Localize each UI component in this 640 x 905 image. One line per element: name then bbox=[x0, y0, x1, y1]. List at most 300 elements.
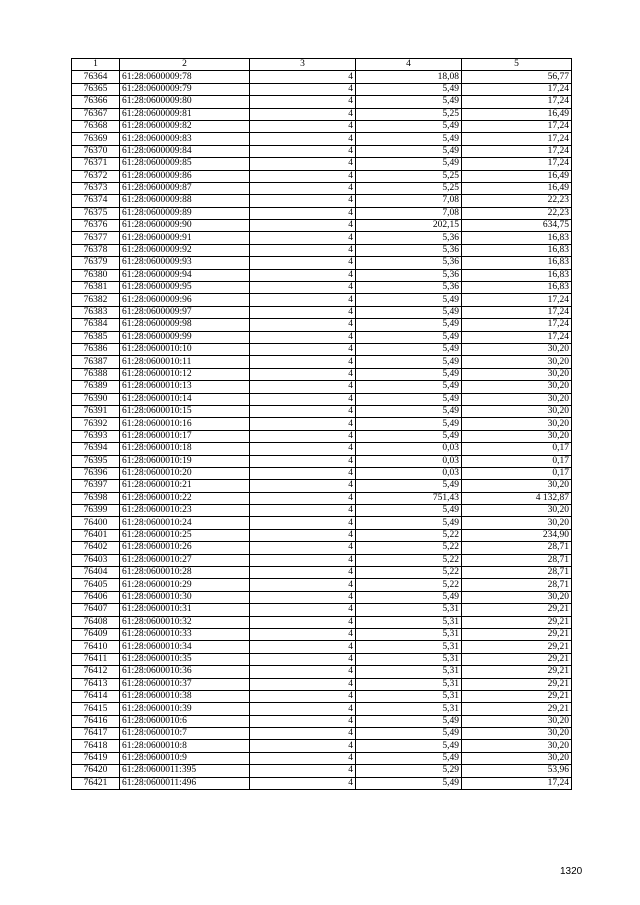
table-cell-col-2: 61:28:0600010:27 bbox=[120, 554, 250, 566]
table-cell-col-3: 4 bbox=[250, 120, 356, 132]
table-cell-col-2: 61:28:0600009:89 bbox=[120, 207, 250, 219]
table-cell-col-1: 76380 bbox=[72, 269, 120, 281]
table-cell-col-1: 76373 bbox=[72, 182, 120, 194]
table-cell-col-3: 4 bbox=[250, 752, 356, 764]
table-cell-col-5: 16,49 bbox=[462, 108, 572, 120]
table-cell-col-5: 29,21 bbox=[462, 641, 572, 653]
table-cell-col-4: 5,31 bbox=[356, 641, 462, 653]
table-cell-col-1: 76367 bbox=[72, 108, 120, 120]
table-cell-col-1: 76403 bbox=[72, 554, 120, 566]
table-cell-col-3: 4 bbox=[250, 542, 356, 554]
table-cell-col-4: 5,49 bbox=[356, 430, 462, 442]
table-cell-col-3: 4 bbox=[250, 591, 356, 603]
table-cell-col-1: 76402 bbox=[72, 542, 120, 554]
table-cell-col-5: 17,24 bbox=[462, 306, 572, 318]
table-cell-col-3: 4 bbox=[250, 96, 356, 108]
table-cell-col-1: 76393 bbox=[72, 430, 120, 442]
table-cell-col-1: 76366 bbox=[72, 96, 120, 108]
table-cell-col-5: 30,20 bbox=[462, 505, 572, 517]
table-cell-col-5: 30,20 bbox=[462, 715, 572, 727]
table-cell-col-4: 5,49 bbox=[356, 715, 462, 727]
table-cell-col-2: 61:28:0600009:90 bbox=[120, 220, 250, 232]
table-cell-col-3: 4 bbox=[250, 71, 356, 83]
table-cell-col-2: 61:28:0600010:21 bbox=[120, 480, 250, 492]
table-cell-col-3: 4 bbox=[250, 381, 356, 393]
table-cell-col-4: 5,49 bbox=[356, 133, 462, 145]
table-cell-col-2: 61:28:0600010:23 bbox=[120, 505, 250, 517]
table-cell-col-4: 5,29 bbox=[356, 765, 462, 777]
table-cell-col-4: 5,49 bbox=[356, 145, 462, 157]
table-cell-col-5: 0,17 bbox=[462, 467, 572, 479]
table-cell-col-4: 5,25 bbox=[356, 182, 462, 194]
table-cell-col-5: 22,23 bbox=[462, 195, 572, 207]
table-cell-col-4: 5,49 bbox=[356, 752, 462, 764]
table-cell-col-5: 30,20 bbox=[462, 591, 572, 603]
table-row bbox=[72, 653, 572, 665]
table-cell-col-5: 30,20 bbox=[462, 368, 572, 380]
table-row bbox=[72, 133, 572, 145]
table-cell-col-5: 17,24 bbox=[462, 145, 572, 157]
table-cell-col-4: 5,49 bbox=[356, 393, 462, 405]
table-cell-col-5: 16,83 bbox=[462, 257, 572, 269]
table-cell-col-1: 76398 bbox=[72, 492, 120, 504]
table-cell-col-5: 17,24 bbox=[462, 319, 572, 331]
table-cell-col-1: 76401 bbox=[72, 529, 120, 541]
table-cell-col-3: 4 bbox=[250, 678, 356, 690]
table-cell-col-5: 16,83 bbox=[462, 244, 572, 256]
table-row bbox=[72, 430, 572, 442]
table-cell-col-5: 29,21 bbox=[462, 604, 572, 616]
table-cell-col-1: 76365 bbox=[72, 83, 120, 95]
table-cell-col-3: 4 bbox=[250, 505, 356, 517]
table-cell-col-2: 61:28:0600010:28 bbox=[120, 567, 250, 579]
table-cell-col-2: 61:28:0600009:81 bbox=[120, 108, 250, 120]
table-row bbox=[72, 467, 572, 479]
table-cell-col-4: 18,08 bbox=[356, 71, 462, 83]
table-cell-col-5: 16,83 bbox=[462, 282, 572, 294]
table-cell-col-4: 5,49 bbox=[356, 343, 462, 355]
table-row bbox=[72, 170, 572, 182]
table-cell-col-2: 61:28:0600009:86 bbox=[120, 170, 250, 182]
table-cell-col-2: 61:28:0600009:80 bbox=[120, 96, 250, 108]
table-cell-col-3: 4 bbox=[250, 269, 356, 281]
table-cell-col-1: 76391 bbox=[72, 405, 120, 417]
table-cell-col-5: 17,24 bbox=[462, 158, 572, 170]
table-cell-col-3: 4 bbox=[250, 195, 356, 207]
table-cell-col-2: 61:28:0600009:92 bbox=[120, 244, 250, 256]
table-cell-col-3: 4 bbox=[250, 690, 356, 702]
table-cell-col-5: 30,20 bbox=[462, 381, 572, 393]
table-cell-col-1: 76387 bbox=[72, 356, 120, 368]
column-header-3: 3 bbox=[250, 59, 356, 71]
table-cell-col-5: 0,17 bbox=[462, 455, 572, 467]
table-cell-col-1: 76395 bbox=[72, 455, 120, 467]
table-cell-col-4: 5,31 bbox=[356, 653, 462, 665]
table-row bbox=[72, 331, 572, 343]
table-cell-col-4: 751,43 bbox=[356, 492, 462, 504]
table-cell-col-1: 76379 bbox=[72, 257, 120, 269]
table-cell-col-4: 5,49 bbox=[356, 728, 462, 740]
table-row bbox=[72, 145, 572, 157]
table-cell-col-3: 4 bbox=[250, 393, 356, 405]
table-cell-col-2: 61:28:0600009:99 bbox=[120, 331, 250, 343]
table-cell-col-4: 5,49 bbox=[356, 294, 462, 306]
table-cell-col-4: 5,31 bbox=[356, 703, 462, 715]
table-cell-col-4: 5,22 bbox=[356, 529, 462, 541]
table-row bbox=[72, 567, 572, 579]
table-cell-col-1: 76399 bbox=[72, 505, 120, 517]
table-row bbox=[72, 207, 572, 219]
table-cell-col-3: 4 bbox=[250, 455, 356, 467]
table-cell-col-3: 4 bbox=[250, 529, 356, 541]
table-cell-col-2: 61:28:0600010:13 bbox=[120, 381, 250, 393]
table-cell-col-4: 5,49 bbox=[356, 319, 462, 331]
table-cell-col-1: 76420 bbox=[72, 765, 120, 777]
table-cell-col-4: 7,08 bbox=[356, 207, 462, 219]
table-cell-col-2: 61:28:0600010:17 bbox=[120, 430, 250, 442]
table-cell-col-2: 61:28:0600010:14 bbox=[120, 393, 250, 405]
table-cell-col-4: 5,49 bbox=[356, 591, 462, 603]
table-cell-col-4: 5,31 bbox=[356, 678, 462, 690]
table-cell-col-1: 76411 bbox=[72, 653, 120, 665]
table-cell-col-5: 16,83 bbox=[462, 232, 572, 244]
table-row bbox=[72, 294, 572, 306]
table-cell-col-3: 4 bbox=[250, 653, 356, 665]
table-row bbox=[72, 777, 572, 789]
table-cell-col-2: 61:28:0600009:84 bbox=[120, 145, 250, 157]
column-header-2: 2 bbox=[120, 59, 250, 71]
table-cell-col-5: 30,20 bbox=[462, 405, 572, 417]
table-cell-col-4: 5,31 bbox=[356, 628, 462, 640]
table-cell-col-3: 4 bbox=[250, 703, 356, 715]
table-row bbox=[72, 480, 572, 492]
table-cell-col-2: 61:28:0600010:33 bbox=[120, 628, 250, 640]
table-cell-col-1: 76384 bbox=[72, 319, 120, 331]
table-cell-col-4: 5,49 bbox=[356, 368, 462, 380]
table-cell-col-4: 5,49 bbox=[356, 505, 462, 517]
table-cell-col-1: 76388 bbox=[72, 368, 120, 380]
table-cell-col-5: 29,21 bbox=[462, 678, 572, 690]
data-table bbox=[71, 58, 572, 790]
table-row bbox=[72, 120, 572, 132]
table-cell-col-2: 61:28:0600010:34 bbox=[120, 641, 250, 653]
table-cell-col-3: 4 bbox=[250, 567, 356, 579]
table-cell-col-1: 76404 bbox=[72, 567, 120, 579]
table-cell-col-3: 4 bbox=[250, 616, 356, 628]
table-cell-col-2: 61:28:0600010:22 bbox=[120, 492, 250, 504]
table-cell-col-4: 5,49 bbox=[356, 418, 462, 430]
table-row bbox=[72, 604, 572, 616]
table-cell-col-3: 4 bbox=[250, 294, 356, 306]
table-cell-col-3: 4 bbox=[250, 133, 356, 145]
table-cell-col-3: 4 bbox=[250, 728, 356, 740]
table-row bbox=[72, 443, 572, 455]
table-row bbox=[72, 641, 572, 653]
table-cell-col-4: 5,31 bbox=[356, 616, 462, 628]
table-row bbox=[72, 195, 572, 207]
table-row bbox=[72, 505, 572, 517]
table-cell-col-2: 61:28:0600010:12 bbox=[120, 368, 250, 380]
table-cell-col-1: 76416 bbox=[72, 715, 120, 727]
table-cell-col-2: 61:28:0600009:94 bbox=[120, 269, 250, 281]
table-cell-col-1: 76378 bbox=[72, 244, 120, 256]
table-cell-col-1: 76372 bbox=[72, 170, 120, 182]
table-row bbox=[72, 282, 572, 294]
table-cell-col-2: 61:28:0600010:39 bbox=[120, 703, 250, 715]
table-cell-col-5: 30,20 bbox=[462, 752, 572, 764]
table-cell-col-3: 4 bbox=[250, 418, 356, 430]
table-cell-col-5: 28,71 bbox=[462, 579, 572, 591]
table-cell-col-3: 4 bbox=[250, 765, 356, 777]
table-cell-col-5: 28,71 bbox=[462, 567, 572, 579]
table-row bbox=[72, 244, 572, 256]
table-cell-col-1: 76407 bbox=[72, 604, 120, 616]
table-cell-col-3: 4 bbox=[250, 740, 356, 752]
table-row bbox=[72, 96, 572, 108]
table-row bbox=[72, 257, 572, 269]
table-cell-col-5: 17,24 bbox=[462, 133, 572, 145]
table-row bbox=[72, 393, 572, 405]
table-cell-col-1: 76408 bbox=[72, 616, 120, 628]
table-cell-col-2: 61:28:0600010:25 bbox=[120, 529, 250, 541]
table-cell-col-3: 4 bbox=[250, 443, 356, 455]
table-cell-col-1: 76394 bbox=[72, 443, 120, 455]
table-row bbox=[72, 591, 572, 603]
table-cell-col-1: 76414 bbox=[72, 690, 120, 702]
table-row bbox=[72, 108, 572, 120]
column-header-5: 5 bbox=[462, 59, 572, 71]
table-row bbox=[72, 220, 572, 232]
table-row bbox=[72, 71, 572, 83]
table-cell-col-5: 30,20 bbox=[462, 393, 572, 405]
table-cell-col-3: 4 bbox=[250, 430, 356, 442]
table-cell-col-4: 5,49 bbox=[356, 96, 462, 108]
table-cell-col-2: 61:28:0600009:95 bbox=[120, 282, 250, 294]
table-cell-col-4: 5,49 bbox=[356, 480, 462, 492]
table-row bbox=[72, 740, 572, 752]
table-cell-col-3: 4 bbox=[250, 244, 356, 256]
table-cell-col-5: 16,49 bbox=[462, 170, 572, 182]
table-row bbox=[72, 455, 572, 467]
table-row bbox=[72, 83, 572, 95]
table-row bbox=[72, 356, 572, 368]
table-cell-col-3: 4 bbox=[250, 554, 356, 566]
table-cell-col-4: 5,36 bbox=[356, 269, 462, 281]
table-cell-col-3: 4 bbox=[250, 480, 356, 492]
table-cell-col-4: 5,31 bbox=[356, 604, 462, 616]
table-cell-col-5: 30,20 bbox=[462, 740, 572, 752]
table-cell-col-5: 30,20 bbox=[462, 480, 572, 492]
table-cell-col-3: 4 bbox=[250, 579, 356, 591]
table-cell-col-4: 5,22 bbox=[356, 579, 462, 591]
table-cell-col-3: 4 bbox=[250, 343, 356, 355]
table-cell-col-4: 5,36 bbox=[356, 257, 462, 269]
table-cell-col-2: 61:28:0600009:83 bbox=[120, 133, 250, 145]
table-cell-col-2: 61:28:0600010:31 bbox=[120, 604, 250, 616]
table-cell-col-2: 61:28:0600010:32 bbox=[120, 616, 250, 628]
table-cell-col-2: 61:28:0600009:85 bbox=[120, 158, 250, 170]
table-row bbox=[72, 666, 572, 678]
table-cell-col-4: 5,31 bbox=[356, 666, 462, 678]
table-cell-col-5: 17,24 bbox=[462, 331, 572, 343]
table-cell-col-3: 4 bbox=[250, 257, 356, 269]
table-cell-col-4: 5,31 bbox=[356, 690, 462, 702]
table-row bbox=[72, 517, 572, 529]
table-cell-col-3: 4 bbox=[250, 666, 356, 678]
table-body bbox=[72, 71, 572, 790]
table-cell-col-5: 0,17 bbox=[462, 443, 572, 455]
table-cell-col-4: 7,08 bbox=[356, 195, 462, 207]
table-cell-col-1: 76377 bbox=[72, 232, 120, 244]
table-cell-col-5: 28,71 bbox=[462, 554, 572, 566]
table-cell-col-4: 202,15 bbox=[356, 220, 462, 232]
table-cell-col-2: 61:28:0600009:98 bbox=[120, 319, 250, 331]
table-cell-col-1: 76382 bbox=[72, 294, 120, 306]
table-cell-col-4: 5,49 bbox=[356, 306, 462, 318]
table-cell-col-1: 76383 bbox=[72, 306, 120, 318]
table-cell-col-3: 4 bbox=[250, 641, 356, 653]
table-cell-col-1: 76369 bbox=[72, 133, 120, 145]
table-cell-col-4: 0,03 bbox=[356, 443, 462, 455]
table-cell-col-4: 5,36 bbox=[356, 232, 462, 244]
table-cell-col-1: 76418 bbox=[72, 740, 120, 752]
table-cell-col-1: 76413 bbox=[72, 678, 120, 690]
table-row bbox=[72, 368, 572, 380]
table-row bbox=[72, 703, 572, 715]
table-cell-col-4: 5,22 bbox=[356, 567, 462, 579]
table-row bbox=[72, 405, 572, 417]
table-cell-col-3: 4 bbox=[250, 108, 356, 120]
table-cell-col-2: 61:28:0600010:6 bbox=[120, 715, 250, 727]
table-cell-col-1: 76370 bbox=[72, 145, 120, 157]
table-cell-col-2: 61:28:0600010:35 bbox=[120, 653, 250, 665]
table-cell-col-5: 29,21 bbox=[462, 616, 572, 628]
table-cell-col-4: 5,49 bbox=[356, 405, 462, 417]
table-cell-col-1: 76405 bbox=[72, 579, 120, 591]
table-cell-col-1: 76389 bbox=[72, 381, 120, 393]
table-cell-col-3: 4 bbox=[250, 145, 356, 157]
table-cell-col-3: 4 bbox=[250, 220, 356, 232]
table-cell-col-3: 4 bbox=[250, 492, 356, 504]
table-cell-col-2: 61:28:0600010:9 bbox=[120, 752, 250, 764]
table-cell-col-5: 4 132,87 bbox=[462, 492, 572, 504]
table-cell-col-2: 61:28:0600010:10 bbox=[120, 343, 250, 355]
table-cell-col-1: 76390 bbox=[72, 393, 120, 405]
table-cell-col-4: 5,49 bbox=[356, 120, 462, 132]
table-cell-col-4: 5,49 bbox=[356, 83, 462, 95]
table-cell-col-5: 17,24 bbox=[462, 777, 572, 789]
table-cell-col-3: 4 bbox=[250, 331, 356, 343]
table-cell-col-5: 17,24 bbox=[462, 83, 572, 95]
table-cell-col-3: 4 bbox=[250, 319, 356, 331]
table-row bbox=[72, 715, 572, 727]
table-cell-col-2: 61:28:0600011:395 bbox=[120, 765, 250, 777]
table-cell-col-2: 61:28:0600010:16 bbox=[120, 418, 250, 430]
table-cell-col-1: 76400 bbox=[72, 517, 120, 529]
table-cell-col-2: 61:28:0600010:8 bbox=[120, 740, 250, 752]
table-cell-col-4: 0,03 bbox=[356, 455, 462, 467]
table-cell-col-1: 76412 bbox=[72, 666, 120, 678]
table-cell-col-1: 76376 bbox=[72, 220, 120, 232]
table-cell-col-4: 5,22 bbox=[356, 542, 462, 554]
table-cell-col-3: 4 bbox=[250, 405, 356, 417]
table-row bbox=[72, 678, 572, 690]
table-row bbox=[72, 418, 572, 430]
table-cell-col-1: 76368 bbox=[72, 120, 120, 132]
table-cell-col-2: 61:28:0600009:78 bbox=[120, 71, 250, 83]
table-cell-col-4: 5,49 bbox=[356, 517, 462, 529]
table-cell-col-3: 4 bbox=[250, 306, 356, 318]
table-cell-col-4: 5,49 bbox=[356, 777, 462, 789]
table-cell-col-4: 5,49 bbox=[356, 356, 462, 368]
table-cell-col-1: 76406 bbox=[72, 591, 120, 603]
table-cell-col-1: 76371 bbox=[72, 158, 120, 170]
table-cell-col-3: 4 bbox=[250, 777, 356, 789]
table-cell-col-2: 61:28:0600010:37 bbox=[120, 678, 250, 690]
table-row bbox=[72, 306, 572, 318]
table-cell-col-5: 30,20 bbox=[462, 728, 572, 740]
table-row bbox=[72, 158, 572, 170]
table-cell-col-1: 76396 bbox=[72, 467, 120, 479]
table-cell-col-1: 76375 bbox=[72, 207, 120, 219]
table-cell-col-3: 4 bbox=[250, 356, 356, 368]
table-cell-col-4: 5,49 bbox=[356, 331, 462, 343]
table-row bbox=[72, 765, 572, 777]
table-cell-col-1: 76415 bbox=[72, 703, 120, 715]
table-cell-col-3: 4 bbox=[250, 207, 356, 219]
table-cell-col-5: 17,24 bbox=[462, 294, 572, 306]
table-cell-col-4: 0,03 bbox=[356, 467, 462, 479]
table-cell-col-2: 61:28:0600009:87 bbox=[120, 182, 250, 194]
table-cell-col-3: 4 bbox=[250, 517, 356, 529]
table-cell-col-5: 29,21 bbox=[462, 690, 572, 702]
header-row bbox=[72, 59, 572, 71]
table-cell-col-1: 76392 bbox=[72, 418, 120, 430]
table-cell-col-5: 29,21 bbox=[462, 628, 572, 640]
column-header-4: 4 bbox=[356, 59, 462, 71]
table-cell-col-1: 76417 bbox=[72, 728, 120, 740]
table-cell-col-3: 4 bbox=[250, 182, 356, 194]
table-cell-col-1: 76381 bbox=[72, 282, 120, 294]
table-cell-col-2: 61:28:0600010:29 bbox=[120, 579, 250, 591]
table-cell-col-2: 61:28:0600010:7 bbox=[120, 728, 250, 740]
table-cell-col-4: 5,36 bbox=[356, 282, 462, 294]
table-cell-col-2: 61:28:0600010:15 bbox=[120, 405, 250, 417]
table-cell-col-1: 76374 bbox=[72, 195, 120, 207]
table-cell-col-3: 4 bbox=[250, 715, 356, 727]
table-cell-col-5: 22,23 bbox=[462, 207, 572, 219]
table-cell-col-1: 76421 bbox=[72, 777, 120, 789]
table-cell-col-3: 4 bbox=[250, 232, 356, 244]
table-cell-col-5: 53,96 bbox=[462, 765, 572, 777]
page-number: 1320 bbox=[560, 866, 583, 877]
table-row bbox=[72, 269, 572, 281]
table-cell-col-2: 61:28:0600009:96 bbox=[120, 294, 250, 306]
table-row bbox=[72, 616, 572, 628]
table-cell-col-2: 61:28:0600009:93 bbox=[120, 257, 250, 269]
table-cell-col-5: 30,20 bbox=[462, 343, 572, 355]
table-cell-col-5: 28,71 bbox=[462, 542, 572, 554]
table-cell-col-3: 4 bbox=[250, 604, 356, 616]
table-cell-col-5: 29,21 bbox=[462, 666, 572, 678]
table-cell-col-2: 61:28:0600010:18 bbox=[120, 443, 250, 455]
table-cell-col-5: 29,21 bbox=[462, 653, 572, 665]
table-row bbox=[72, 628, 572, 640]
table-cell-col-2: 61:28:0600010:30 bbox=[120, 591, 250, 603]
table-cell-col-2: 61:28:0600010:26 bbox=[120, 542, 250, 554]
table-cell-col-1: 76364 bbox=[72, 71, 120, 83]
table-cell-col-4: 5,49 bbox=[356, 740, 462, 752]
